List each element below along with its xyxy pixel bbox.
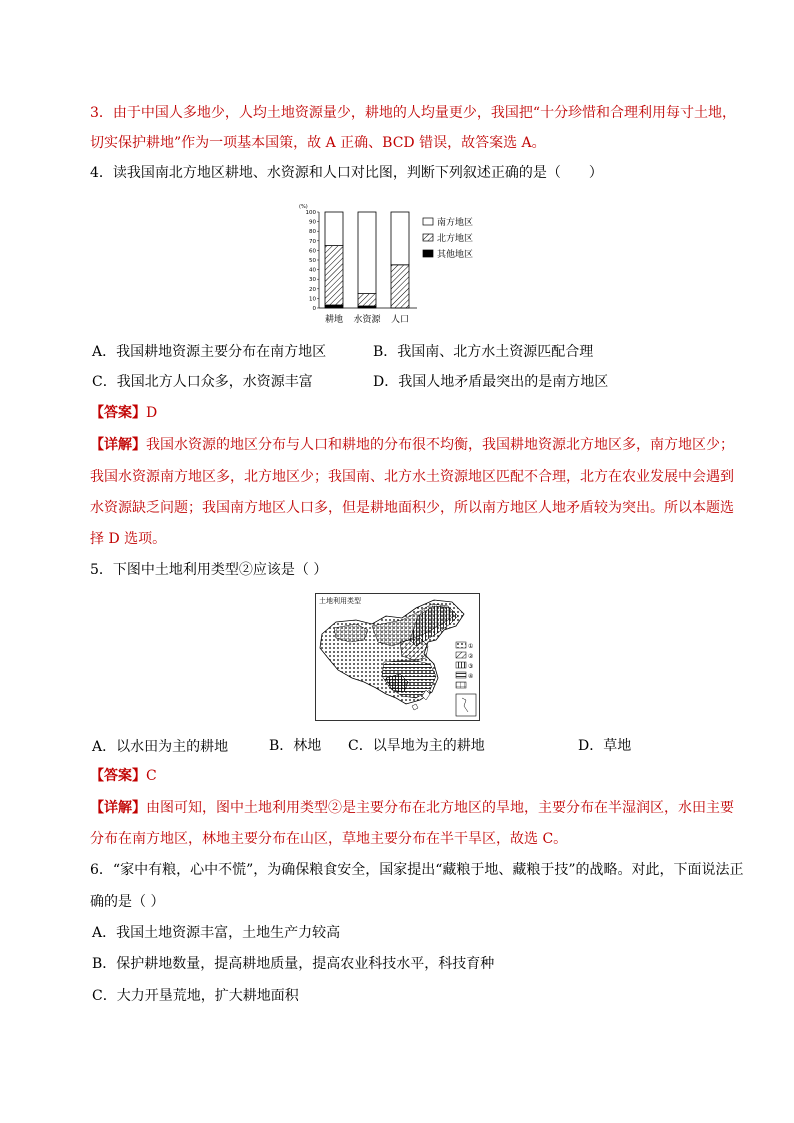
q5-stem: 5．下图中土地利用类型②应该是（ ） bbox=[90, 562, 328, 578]
chart-ytick-label: 90 bbox=[309, 219, 316, 226]
land-use-map-svg bbox=[316, 594, 479, 720]
chart-bar-segment bbox=[391, 265, 409, 308]
q4-option-c: C．我国北方人口众多，水资源丰富 bbox=[92, 374, 313, 390]
map-legend-num-1: ① bbox=[468, 643, 474, 650]
q4-option-b: B．我国南、北方水土资源匹配合理 bbox=[373, 344, 594, 360]
q4-answer-tag: 【答案】 bbox=[90, 405, 146, 421]
chart-legend-label: 北方地区 bbox=[437, 234, 474, 244]
q6-option-a: A．我国土地资源丰富，土地生产力较高 bbox=[92, 925, 341, 941]
chart-category-label: 水资源 bbox=[353, 315, 381, 325]
chart-ytick-label: 20 bbox=[309, 286, 316, 293]
map-legend-swatch-1 bbox=[456, 642, 466, 648]
map-legend bbox=[456, 642, 474, 688]
q6-stem-line1: 6．“家中有粮，心中不慌”，为确保粮食安全，国家提出“藏粮于地、藏粮于技”的战略。对此，下面说法正 bbox=[90, 862, 744, 878]
map-legend-num-2: ② bbox=[468, 653, 474, 660]
q5-detail-text1: 由图可知，图中土地利用类型②是主要分布在北方地区的旱地，主要分布在半湿润区，水田主要 bbox=[146, 800, 734, 816]
q6-option-b: B．保护耕地数量，提高耕地质量，提高农业科技水平，科技育种 bbox=[92, 956, 495, 972]
chart-ytick-label: 10 bbox=[309, 296, 316, 303]
q5-land-use-map bbox=[315, 593, 480, 721]
map-legend-num-3: ③ bbox=[468, 663, 474, 670]
q5-detail-line2: 分布在南方地区，林地主要分布在山区，草地主要分布在半干旱区，故选 C。 bbox=[90, 831, 568, 847]
chart-ylabel: (%) bbox=[299, 204, 308, 210]
q5-detail-tag: 【详解】 bbox=[90, 800, 146, 816]
q5-detail-line1 bbox=[90, 799, 734, 817]
q5-option-b: B．林地 bbox=[269, 738, 322, 754]
q4-chart-svg bbox=[295, 198, 500, 332]
q3-explain-line2: 切实保护耕地”作为一项基本国策，故 A 正确、BCD 错误，故答案选 A。 bbox=[90, 135, 546, 151]
q4-chart bbox=[295, 198, 500, 332]
chart-legend-label: 南方地区 bbox=[437, 218, 474, 228]
chart-bar-segment bbox=[325, 305, 343, 308]
q4-stem: 4．读我国南北方地区耕地、水资源和人口对比图，判断下列叙述正确的是（ ） bbox=[90, 165, 603, 181]
chart-category-label: 人口 bbox=[390, 315, 410, 325]
q5-answer-value: C bbox=[146, 768, 157, 784]
q5-option-d: D．草地 bbox=[578, 738, 632, 754]
chart-ytick-label: 40 bbox=[309, 267, 316, 274]
chart-category-label: 耕地 bbox=[324, 315, 344, 325]
chart-ytick-label: 60 bbox=[309, 248, 316, 255]
map-legend-swatch-4 bbox=[456, 672, 466, 678]
chart-ytick-label: 70 bbox=[309, 238, 316, 245]
map-legend-num-4: ④ bbox=[468, 673, 474, 680]
q5-option-c: C．以旱地为主的耕地 bbox=[348, 738, 485, 754]
q4-answer bbox=[90, 404, 157, 422]
map-legend-swatch-3 bbox=[456, 662, 466, 668]
chart-legend-swatch bbox=[423, 218, 433, 225]
q4-detail-tag: 【详解】 bbox=[90, 437, 146, 453]
chart-legend-swatch bbox=[423, 250, 433, 257]
q4-detail-line2: 我国水资源南方地区多，北方地区少；我国南、北方水土资源地区匹配不合理，北方在农业发展中会遇到 bbox=[90, 469, 734, 485]
chart-legend-label: 其他地区 bbox=[437, 250, 474, 260]
q4-option-d: D．我国人地矛盾最突出的是南方地区 bbox=[373, 374, 609, 390]
chart-ytick-label: 100 bbox=[305, 210, 316, 216]
q4-detail-line1 bbox=[90, 436, 734, 454]
q6-option-c: C．大力开垦荒地，扩大耕地面积 bbox=[92, 988, 299, 1004]
q4-detail-line4: 择 D 选项。 bbox=[90, 531, 167, 547]
q4-option-a: A．我国耕地资源主要分布在南方地区 bbox=[92, 344, 327, 360]
chart-ytick-label: 50 bbox=[309, 258, 316, 264]
chart-ytick-label: 30 bbox=[309, 277, 316, 284]
q5-answer bbox=[90, 767, 157, 785]
chart-bar-segment bbox=[325, 246, 343, 306]
q4-answer-value: D bbox=[146, 405, 158, 421]
map-south-china-sea-inset bbox=[456, 694, 476, 716]
map-title: 土地利用类型 bbox=[319, 597, 361, 605]
q5-option-a: A．以水田为主的耕地 bbox=[92, 739, 229, 755]
chart-ytick-label: 80 bbox=[309, 229, 316, 236]
q4-detail-text1: 我国水资源的地区分布与人口和耕地的分布很不均衡，我国耕地资源北方地区多，南方地区少； bbox=[146, 437, 734, 453]
chart-legend-swatch bbox=[423, 234, 433, 241]
map-hainan bbox=[412, 704, 418, 710]
chart-bar-segment bbox=[391, 212, 409, 265]
q6-stem-line2: 确的是（ ） bbox=[90, 894, 165, 910]
chart-bar-segment bbox=[358, 294, 376, 306]
q5-answer-tag: 【答案】 bbox=[90, 768, 146, 784]
chart-bar-segment bbox=[358, 212, 376, 294]
map-legend-swatch-2 bbox=[456, 652, 466, 658]
chart-ytick-label: 0 bbox=[312, 306, 316, 312]
q3-explain-line1: 3．由于中国人多地少，人均土地资源量少，耕地的人均量更少，我国把“十分珍惜和合理利用每寸土地， bbox=[90, 105, 737, 121]
q4-detail-line3: 水资源缺乏问题；我国南方地区人口多，但是耕地面积少，所以南方地区人地矛盾较为突出。所以本题选 bbox=[90, 500, 734, 516]
chart-bar-segment bbox=[325, 212, 343, 246]
map-legend-swatch-5 bbox=[456, 682, 466, 688]
